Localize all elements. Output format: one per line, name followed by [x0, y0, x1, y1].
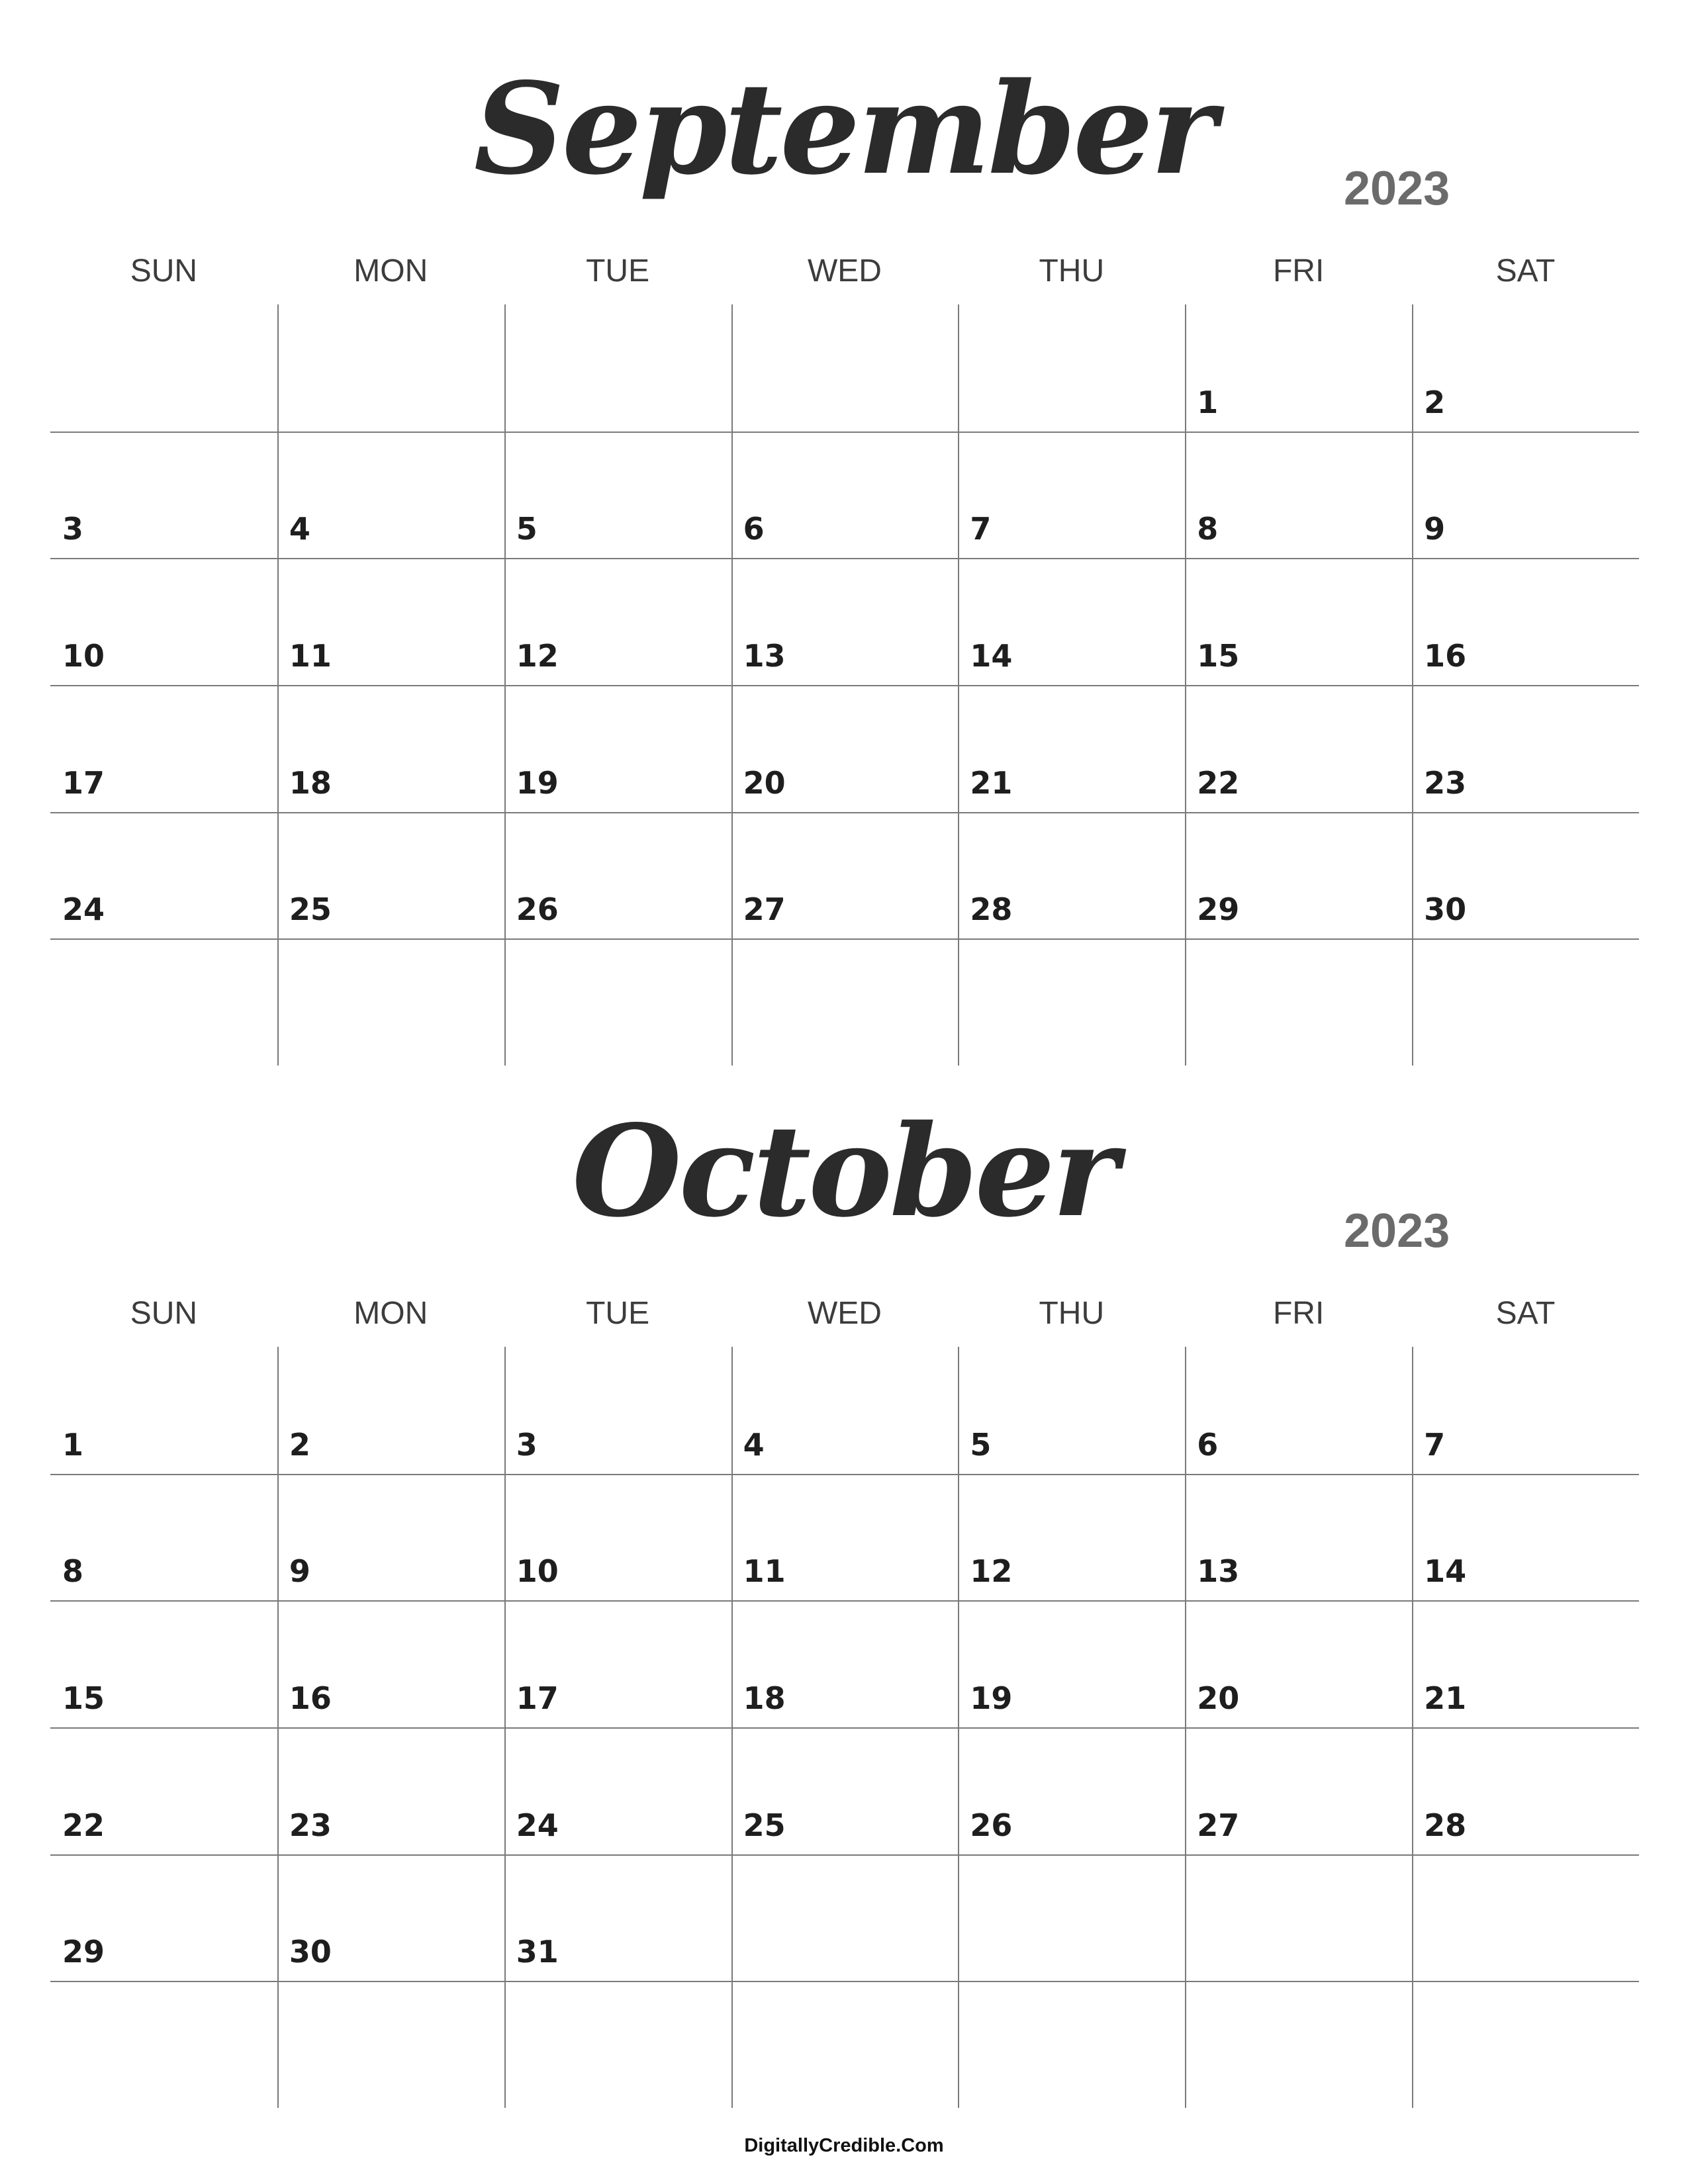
day-cell[interactable] — [277, 1600, 504, 1727]
weekday-label: SUN — [130, 1296, 198, 1331]
day-cell[interactable] — [731, 1854, 959, 1981]
footer-credit[interactable]: DigitallyCredible.Com — [744, 2135, 944, 2156]
day-number: 6 — [1197, 1426, 1219, 1463]
day-number: 29 — [1197, 891, 1240, 928]
weekday-label: FRI — [1272, 253, 1325, 289]
day-cell[interactable] — [504, 1600, 731, 1727]
day-cell[interactable] — [731, 1600, 959, 1727]
month-title: September — [473, 55, 1215, 203]
day-cell[interactable] — [958, 812, 1185, 939]
day-number: 30 — [289, 1934, 332, 1970]
day-cell[interactable] — [1185, 1600, 1412, 1727]
day-cell[interactable] — [731, 304, 959, 432]
weekday-label: TUE — [586, 253, 650, 289]
day-cell[interactable] — [958, 304, 1185, 432]
day-number: 3 — [62, 511, 84, 547]
day-number: 8 — [62, 1553, 84, 1590]
day-cell[interactable] — [731, 432, 959, 559]
day-cell[interactable] — [504, 304, 731, 432]
day-cell[interactable] — [504, 1854, 731, 1981]
day-number: 13 — [743, 637, 786, 674]
day-cell[interactable] — [504, 685, 731, 812]
month-1-calendar — [0, 0, 1688, 1052]
day-cell[interactable] — [958, 685, 1185, 812]
day-cell[interactable] — [1412, 304, 1639, 432]
day-cell[interactable] — [731, 685, 959, 812]
day-number: 16 — [1424, 637, 1467, 674]
day-number: 4 — [743, 1426, 765, 1463]
day-cell[interactable] — [1412, 1727, 1639, 1854]
day-number: 17 — [62, 764, 105, 801]
day-number: 18 — [743, 1680, 786, 1716]
weekday-header-row — [50, 248, 1639, 295]
day-cell[interactable] — [1185, 558, 1412, 685]
day-cell[interactable] — [1412, 812, 1639, 939]
day-number: 22 — [1197, 764, 1240, 801]
day-number: 4 — [289, 511, 310, 547]
day-number: 16 — [289, 1680, 332, 1716]
day-cell[interactable] — [958, 1727, 1185, 1854]
day-cell[interactable] — [50, 1600, 277, 1727]
day-cell[interactable] — [50, 1347, 277, 1474]
day-cell[interactable] — [1185, 812, 1412, 939]
day-cell[interactable] — [1185, 1347, 1412, 1474]
day-number: 9 — [289, 1553, 310, 1590]
day-number: 10 — [516, 1553, 559, 1590]
day-number: 7 — [1424, 1426, 1446, 1463]
weekday-header-row — [50, 1291, 1639, 1337]
day-cell[interactable] — [1185, 1981, 1412, 2108]
day-number: 27 — [743, 891, 786, 928]
day-number: 28 — [970, 891, 1013, 928]
day-number: 15 — [62, 1680, 105, 1716]
weekday-label: FRI — [1272, 1296, 1325, 1331]
day-cell[interactable] — [277, 1854, 504, 1981]
day-number: 7 — [970, 511, 992, 547]
day-number: 29 — [62, 1934, 105, 1970]
day-cell[interactable] — [504, 1474, 731, 1601]
day-cell[interactable] — [958, 558, 1185, 685]
day-number: 19 — [516, 764, 559, 801]
day-cell[interactable] — [50, 685, 277, 812]
day-cell[interactable] — [50, 1981, 277, 2108]
day-cell[interactable] — [50, 1474, 277, 1601]
day-number: 5 — [970, 1426, 992, 1463]
day-cell[interactable] — [504, 1981, 731, 2108]
day-cell[interactable] — [1185, 685, 1412, 812]
day-number: 31 — [516, 1934, 559, 1970]
day-number: 30 — [1424, 891, 1467, 928]
day-cell[interactable] — [1185, 1474, 1412, 1601]
day-number: 23 — [1424, 764, 1467, 801]
day-grid — [50, 1347, 1639, 2108]
weekday-label: WED — [807, 1296, 882, 1331]
day-number: 22 — [62, 1807, 105, 1843]
day-number: 3 — [516, 1426, 538, 1463]
day-number: 26 — [970, 1807, 1013, 1843]
day-cell[interactable] — [1185, 1854, 1412, 1981]
month-2-calendar — [0, 1042, 1688, 2095]
day-cell[interactable] — [504, 558, 731, 685]
day-number: 14 — [1424, 1553, 1467, 1590]
day-cell[interactable] — [958, 1854, 1185, 1981]
day-number: 12 — [970, 1553, 1013, 1590]
day-number: 17 — [516, 1680, 559, 1716]
day-cell[interactable] — [50, 304, 277, 432]
day-cell[interactable] — [277, 432, 504, 559]
day-number: 12 — [516, 637, 559, 674]
day-cell[interactable] — [50, 1854, 277, 1981]
day-number: 23 — [289, 1807, 332, 1843]
day-number: 13 — [1197, 1553, 1240, 1590]
day-cell[interactable] — [277, 558, 504, 685]
day-cell[interactable] — [277, 1347, 504, 1474]
day-number: 15 — [1197, 637, 1240, 674]
day-cell[interactable] — [1412, 685, 1639, 812]
weekday-label: SAT — [1495, 253, 1556, 289]
day-cell[interactable] — [731, 1727, 959, 1854]
day-cell[interactable] — [1412, 1981, 1639, 2108]
weekday-label: TUE — [586, 1296, 650, 1331]
weekday-label: THU — [1039, 1296, 1105, 1331]
day-cell[interactable] — [731, 558, 959, 685]
day-cell[interactable] — [1412, 1600, 1639, 1727]
day-number: 8 — [1197, 511, 1219, 547]
day-number: 20 — [1197, 1680, 1240, 1716]
day-cell[interactable] — [50, 558, 277, 685]
day-cell[interactable] — [958, 1347, 1185, 1474]
day-number: 20 — [743, 764, 786, 801]
day-number: 1 — [1197, 384, 1219, 420]
day-number: 2 — [1424, 384, 1446, 420]
year-label: 2023 — [1344, 1205, 1450, 1257]
day-cell[interactable] — [958, 1981, 1185, 2108]
day-cell[interactable] — [504, 432, 731, 559]
day-number: 21 — [970, 764, 1013, 801]
day-cell[interactable] — [277, 812, 504, 939]
day-cell[interactable] — [731, 812, 959, 939]
day-cell[interactable] — [277, 685, 504, 812]
day-number: 2 — [289, 1426, 310, 1463]
day-number: 27 — [1197, 1807, 1240, 1843]
day-cell[interactable] — [504, 812, 731, 939]
day-cell[interactable] — [1185, 1727, 1412, 1854]
day-cell[interactable] — [504, 1727, 731, 1854]
day-cell[interactable] — [958, 432, 1185, 559]
day-number: 26 — [516, 891, 559, 928]
day-cell[interactable] — [1412, 1347, 1639, 1474]
day-cell[interactable] — [731, 1347, 959, 1474]
weekday-label: THU — [1039, 253, 1105, 289]
weekday-label: SUN — [130, 253, 198, 289]
day-cell[interactable] — [50, 1727, 277, 1854]
day-cell[interactable] — [50, 432, 277, 559]
day-number: 1 — [62, 1426, 84, 1463]
month-title: October — [572, 1097, 1116, 1245]
day-number: 28 — [1424, 1807, 1467, 1843]
day-cell[interactable] — [1185, 432, 1412, 559]
day-cell[interactable] — [277, 304, 504, 432]
day-cell[interactable] — [958, 1474, 1185, 1601]
weekday-label: MON — [353, 1296, 428, 1331]
day-cell[interactable] — [277, 1727, 504, 1854]
day-cell[interactable] — [731, 1474, 959, 1601]
day-cell[interactable] — [504, 1347, 731, 1474]
day-cell[interactable] — [1412, 1474, 1639, 1601]
weekday-label: MON — [353, 253, 428, 289]
day-number: 18 — [289, 764, 332, 801]
day-number: 19 — [970, 1680, 1013, 1716]
day-cell[interactable] — [1412, 1854, 1639, 1981]
day-cell[interactable] — [1412, 558, 1639, 685]
day-number: 9 — [1424, 511, 1446, 547]
day-number: 11 — [289, 637, 332, 674]
day-number: 24 — [62, 891, 105, 928]
day-number: 21 — [1424, 1680, 1467, 1716]
weekday-label: SAT — [1495, 1296, 1556, 1331]
weekday-label: WED — [807, 253, 882, 289]
day-number: 5 — [516, 511, 538, 547]
day-number: 25 — [289, 891, 332, 928]
day-number: 24 — [516, 1807, 559, 1843]
day-cell[interactable] — [277, 1981, 504, 2108]
day-number: 10 — [62, 637, 105, 674]
day-cell[interactable] — [958, 1600, 1185, 1727]
day-cell[interactable] — [1185, 304, 1412, 432]
day-cell[interactable] — [1412, 432, 1639, 559]
day-cell[interactable] — [277, 1474, 504, 1601]
day-number: 25 — [743, 1807, 786, 1843]
day-number: 11 — [743, 1553, 786, 1590]
day-number: 14 — [970, 637, 1013, 674]
day-number: 6 — [743, 511, 765, 547]
day-grid — [50, 304, 1639, 1066]
year-label: 2023 — [1344, 162, 1450, 215]
day-cell[interactable] — [731, 1981, 959, 2108]
day-cell[interactable] — [50, 812, 277, 939]
